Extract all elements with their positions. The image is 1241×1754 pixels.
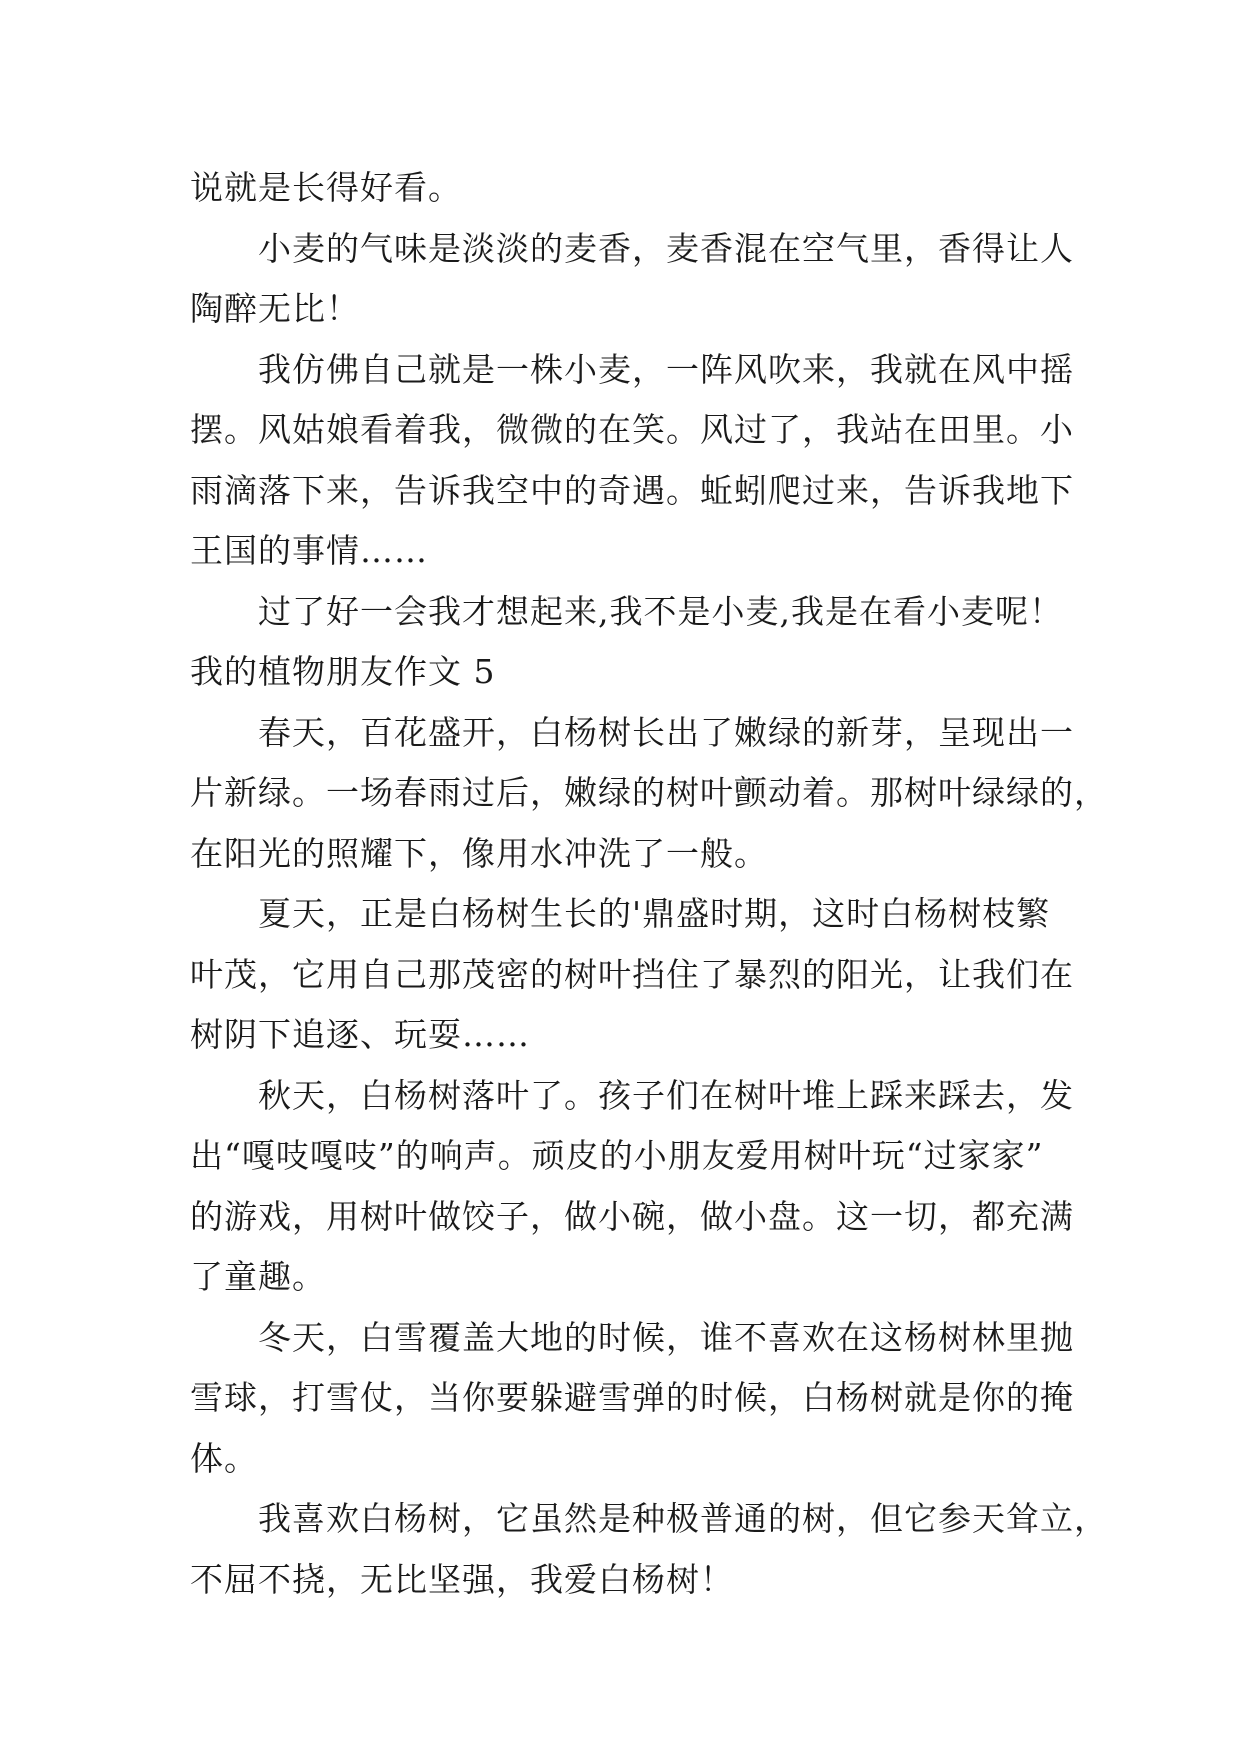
text-line: 我喜欢白杨树，它虽然是种极普通的树，但它参天耸立， (258, 1499, 1108, 1538)
text-line: 夏天，正是白杨树生长的'鼎盛时期，这时白杨树枝繁 (258, 894, 1051, 933)
section-heading: 我的植物朋友作文 5 (190, 652, 496, 691)
text-line: 雨滴落下来，告诉我空中的奇遇。蚯蚓爬过来，告诉我地下 (190, 470, 1074, 510)
text-line: 小麦的气味是淡淡的麦香，麦香混在空气里，香得让人 (258, 228, 1074, 268)
text-line: 雪球，打雪仗，当你要躲避雪弹的时候，白杨树就是你的掩 (190, 1378, 1074, 1417)
text-line: 摆。风姑娘看着我，微微的在笑。风过了，我站在田里。小 (190, 410, 1074, 449)
text-line: 树阴下追逐、玩耍…… (190, 1015, 530, 1054)
text-line: 叶茂，它用自己那茂密的树叶挡住了暴烈的阳光，让我们在 (190, 954, 1074, 994)
text-line: 我仿佛自己就是一株小麦，一阵风吹来，我就在风中摇 (258, 349, 1074, 389)
text-line: 春天，百花盛开，白杨树长出了嫩绿的新芽，呈现出一 (258, 712, 1074, 752)
text-line: 说就是长得好看。 (190, 168, 462, 207)
text-line: 在阳光的照耀下，像用水冲洗了一般。 (190, 833, 768, 873)
text-line: 的游戏，用树叶做饺子，做小碗，做小盘。这一切，都充满 (190, 1196, 1074, 1236)
text-line: 不屈不挠，无比坚强，我爱白杨树！ (190, 1559, 734, 1599)
text-line: 片新绿。一场春雨过后，嫩绿的树叶颤动着。那树叶绿绿的， (190, 773, 1108, 812)
essay-text (190, 158, 1108, 1610)
text-line: 冬天，白雪覆盖大地的时候，谁不喜欢在这杨树林里抛 (258, 1317, 1074, 1357)
text-line: 过了好一会我才想起来,我不是小麦,我是在看小麦呢！ (258, 591, 1063, 631)
text-line: 秋天，白杨树落叶了。孩子们在树叶堆上踩来踩去，发 (258, 1075, 1074, 1115)
text-line: 体。 (190, 1438, 258, 1478)
text-line: 王国的事情…… (190, 531, 428, 570)
text-line: 陶醉无比！ (190, 289, 360, 328)
text-line: 了童趣。 (190, 1257, 326, 1296)
text-line: 出“嘎吱嘎吱”的响声。顽皮的小朋友爱用树叶玩“过家家” (190, 1136, 1044, 1175)
